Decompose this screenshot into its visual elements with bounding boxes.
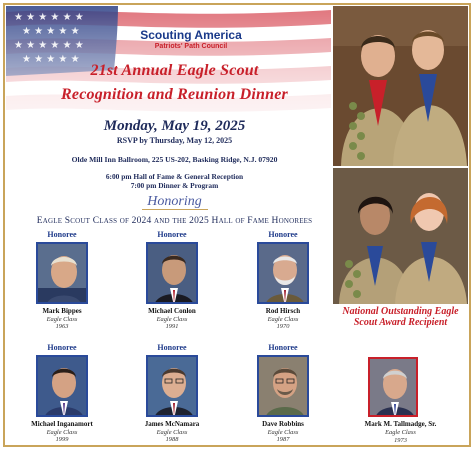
award-recipient-name: Mark M. Tallmadge, Sr. [364,420,437,428]
honoree-label: Honoree [268,343,298,352]
honoree-label: Honoree [47,343,77,352]
honoree-class-year: 1988 [165,436,179,443]
honoree-name: Michael Inganamort [31,420,93,428]
honoree-name: Michael Conlon [148,307,196,315]
honoree-class-label: Eagle Class [267,316,299,323]
honoree-photo [146,355,198,417]
event-title-line1: 21st Annual Eagle Scout [90,62,259,79]
honoree-label: Honoree [47,230,77,239]
award-class-year: 1973 [394,437,407,444]
honoring-heading: Honoring [147,194,202,209]
schedule-reception: 6:00 pm Hall of Fame & General Reception [105,172,244,181]
honoree-card [122,343,222,443]
honoree-photo [257,242,309,304]
award-class-label: Eagle Class [385,429,416,436]
honoree-card [122,230,222,330]
honoree-photo [36,355,88,417]
honoree-card [12,230,112,330]
award-title: National Outstanding Eagle Scout Award Recipient [342,306,459,328]
honoree-label: Honoree [157,230,187,239]
scouting-america-logo [126,28,256,50]
honoree-class-year: 1987 [276,436,290,443]
honoree-photo [257,355,309,417]
honoree-class-label: Eagle Class [46,316,78,323]
honoree-class-year: 1970 [276,323,290,330]
honoree-label: Honoree [157,343,187,352]
honoree-card [12,343,112,443]
honoree-class-year: 1991 [165,323,179,330]
logo-council-text: Patriots' Path Council [154,43,228,50]
honoree-class-label: Eagle Class [156,429,188,436]
honoree-name: James McNamara [144,420,200,428]
honoree-label: Honoree [268,230,298,239]
rsvp-deadline: RSVP by Thursday, May 12, 2025 [116,136,233,145]
honoring-subheading: Eagle Scout Class of 2024 and the 2025 Hall of Fame Honorees [36,216,313,226]
honoree-photo [146,242,198,304]
event-date: Monday, May 19, 2025 [103,118,246,134]
award-recipient-photo [368,357,418,417]
honoring-divider [142,209,208,210]
eagle-scouts-photo-girls [333,168,468,304]
honoree-photo [36,242,88,304]
honoree-class-year: 1999 [55,436,69,443]
venue-address: Olde Mill Inn Ballroom, 225 US-202, Basking Ridge, N.J. 07920 [71,155,278,164]
honoree-name: Mark Bippes [42,307,82,315]
honoree-name: Dave Robbins [262,420,304,428]
schedule-dinner: 7:00 pm Dinner & Program [130,181,219,190]
logo-main-text: Scouting America [140,28,242,42]
honoree-class-label: Eagle Class [267,429,299,436]
event-title-line2: Recognition and Reunion Dinner [61,86,288,103]
honoree-class-label: Eagle Class [156,316,188,323]
honoree-class-label: Eagle Class [46,429,78,436]
honoree-name: Rod Hirsch [265,307,301,315]
honoree-class-year: 1963 [55,323,69,330]
honoree-card [233,230,333,330]
honoree-card [233,343,333,443]
eagle-scouts-photo-boys [333,6,468,166]
